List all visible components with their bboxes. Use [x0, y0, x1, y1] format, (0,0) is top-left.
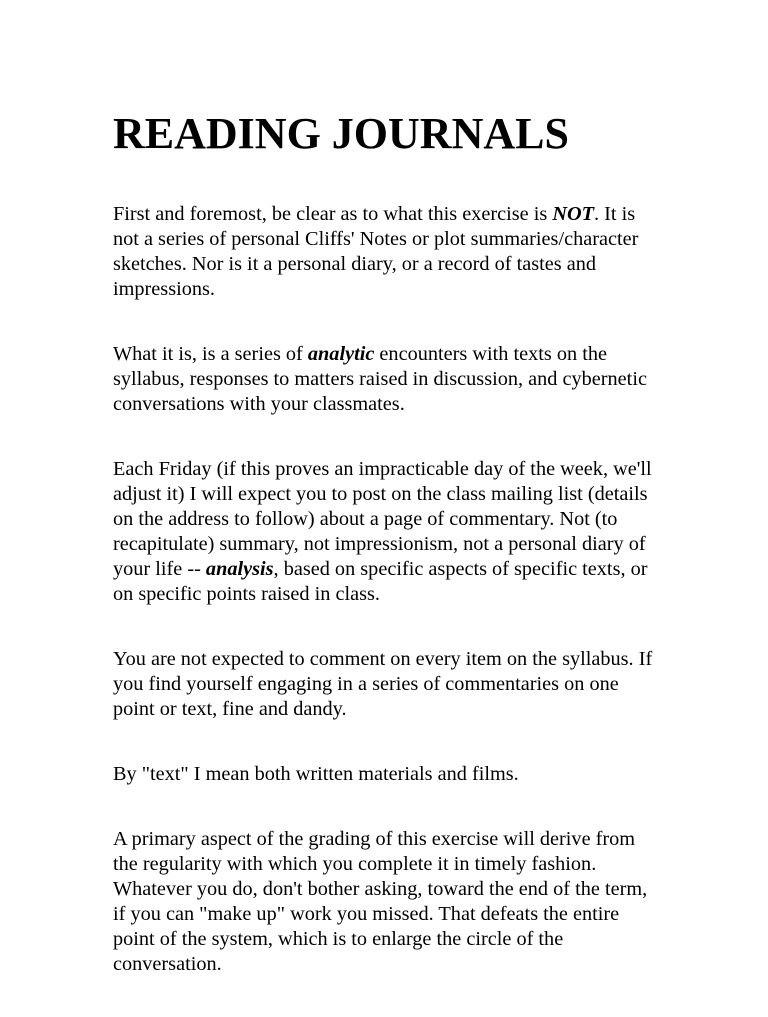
- text: , based on specific aspects of specific texts, or on specific points raised in class.: [113, 558, 648, 605]
- text: . It is not a series of personal Cliffs' Notes or plot summaries/character sketches. Nor is it a personal diary, or a record of tastes and impressions.: [113, 203, 639, 300]
- paragraph-text-definition: [113, 762, 663, 787]
- emphasis: analytic: [307, 343, 375, 365]
- text: A primary aspect of the grading of this exercise will derive from the regularity with which you complete it in timely fashion. Whatever you do, don't bother asking, toward the end of the term, if you can "make up" work you missed. That defeats the entire point of the system, which is to enlarge the circle of the conversation.: [113, 828, 648, 975]
- paragraph-what-it-is: [113, 342, 663, 417]
- text: What it is, is a series of: [113, 343, 308, 365]
- paragraph-grading: [113, 827, 663, 977]
- page-title: READING JOURNALS: [113, 109, 569, 158]
- text: You are not expected to comment on every item on the syllabus. If you find yourself engaging in a series of commentaries on one point or text, fine and dandy.: [113, 648, 653, 720]
- text: Each Friday (if this proves an impracticable day of the week, we'll adjust it) I will expect you to post on the class mailing list (details on the address to follow) about a page of commentary. Not (to recapitulate) summary, not impressionism, not a personal diary of your life --: [113, 458, 652, 580]
- paragraph-not-expected: [113, 647, 663, 722]
- paragraph-each-friday: [113, 457, 663, 607]
- text: By "text" I mean both written materials and films.: [113, 763, 519, 785]
- paragraph-not: [113, 202, 663, 302]
- emphasis: NOT: [552, 203, 594, 225]
- document: [113, 108, 663, 1017]
- emphasis: analysis: [205, 558, 274, 580]
- text: First and foremost, be clear as to what this exercise is: [113, 203, 553, 225]
- text: encounters with texts on the syllabus, responses to matters raised in discussion, and cybernetic conversations with your classmates.: [113, 343, 647, 415]
